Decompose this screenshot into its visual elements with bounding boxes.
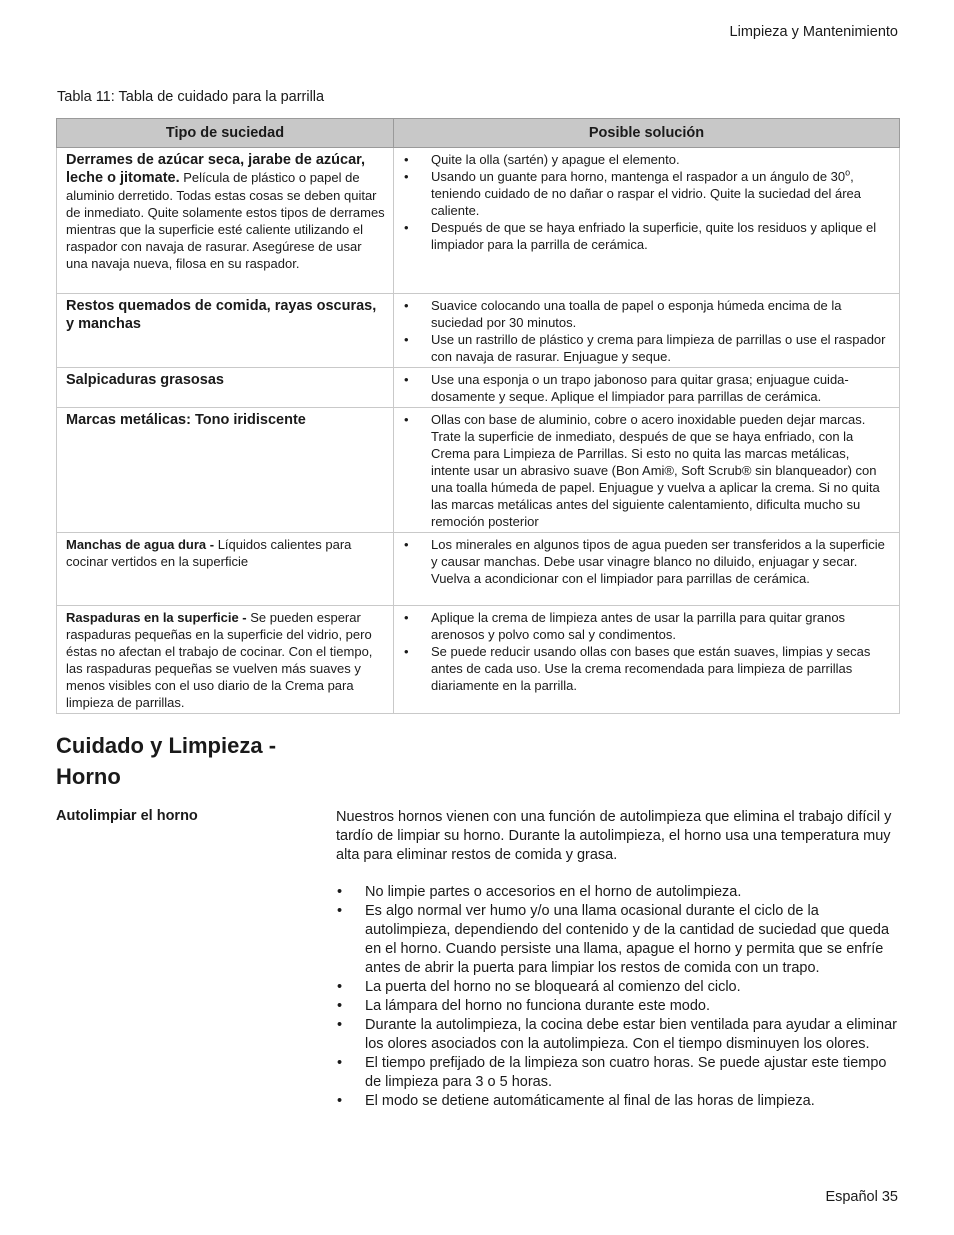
soil-type-description: Líquidos calientes para cocinar vertidos en la superficie — [66, 537, 352, 569]
column-header-type: Tipo de suciedad — [57, 119, 394, 148]
section-title: Cuidado y Limpieza - Horno — [56, 733, 277, 789]
running-header: Limpieza y Mantenimiento — [729, 24, 898, 40]
solution-cell — [394, 148, 900, 294]
table-row — [57, 408, 900, 533]
soil-type-name: Salpicaduras grasosas — [66, 372, 224, 388]
solution-text: Ollas con base de aluminio, cobre o acero inoxidable pueden dejar marcas. Trate la superficie de inmediato, después de que se haya enfriado, con la Crema para Limpieza de Parrillas. Si esto no quita las marcas metálicas, intente usar un abrasivo suave (Bon Ami®, Soft Scrub® sin blanqueador) con una toalla húmeda de papel. Enjuague y vuelva a aplicar la crema. Si no quita las marcas metálicas antes del siguiente calentamiento, dificulta mucho su remoción posterior — [431, 412, 880, 529]
care-table — [56, 118, 900, 714]
solution-item — [403, 411, 891, 530]
soil-type-cell — [57, 368, 394, 408]
solution-text: Aplique la crema de limpieza antes de usar la parrilla para quitar granos arenosos y polvo como sal y condimentos. — [431, 610, 846, 642]
list-item: • Durante la autolimpieza, la cocina debe estar bien ventilada para ayudar a eliminar los olores asociados con la autolimpieza. Con el tiempo disminuyen los olores. — [336, 1016, 902, 1054]
list-item: • La lámpara del horno no funciona durante este modo. — [336, 997, 902, 1016]
table-caption: Tabla 11: Tabla de cuidado para la parrilla — [57, 89, 325, 105]
solution-cell — [394, 408, 900, 533]
table-row — [57, 533, 900, 606]
list-item: • El modo se detiene automáticamente al final de las horas de limpieza. — [336, 1092, 902, 1111]
soil-type-name: Derrames de azúcar seca, jarabe de azúcar, leche o jitomate. — [66, 152, 366, 186]
subsection-title: Autolimpiar el horno — [56, 808, 198, 824]
table-row — [57, 606, 900, 714]
list-item: • La puerta del horno no se bloqueará al comienzo del ciclo. — [336, 978, 902, 997]
solution-cell — [394, 606, 900, 714]
soil-type-cell — [57, 606, 394, 714]
solution-text: Después de que se haya enfriado la superficie, quite los residuos y aplique el limpiador para la parrilla de cerámica. — [431, 220, 877, 252]
solution-text: Usando un guante para horno, mantenga el raspador a un ángulo de 30 — [431, 169, 846, 184]
soil-type-name: Restos quemados de comida, rayas oscuras, y manchas — [66, 298, 377, 332]
page-footer: Español 35 — [825, 1189, 898, 1205]
solution-item — [403, 609, 891, 643]
soil-type-name: Marcas metálicas: Tono iridiscente — [66, 412, 306, 428]
soil-type-cell — [57, 148, 394, 294]
solution-text: Suavice colocando una toalla de papel o esponja húmeda encima de la suciedad por 30 minutos. — [431, 298, 842, 330]
soil-type-name: Raspaduras en la superficie - — [66, 610, 247, 625]
solution-text: Quite la olla (sartén) y apague el elemento. — [431, 152, 680, 167]
soil-type-description: Se pueden esperar raspaduras pequeñas en la superficie del vidrio, pero éstas no afectan el trabajo de cocinar. Con el tiempo, las raspaduras pequeñas se vuelven más suaves y menos visibles con el uso diario de la Crema para limpieza de parrillas. — [66, 610, 373, 710]
intro-paragraph: Nuestros hornos vienen con una función de autolimpieza que elimina el trabajo difícil y tardío de limpiar su horno. Durante la autolimpieza, el horno usa una temperatura muy alta para eliminar restos de comida y grasa. — [336, 809, 892, 863]
self-clean-list — [336, 883, 902, 1111]
soil-type-cell — [57, 294, 394, 368]
soil-type-name: Manchas de agua dura - — [66, 537, 215, 552]
solution-item — [403, 643, 891, 694]
solution-cell — [394, 294, 900, 368]
solution-cell — [394, 368, 900, 408]
soil-type-description: Película de plástico o papel de aluminio derretido. Todas estas cosas se deben quitar de inmediato. Quite solamente estos tipos de derrames mientras que la superficie esté caliente utilizando el raspador con navaja de rasurar. Asegúrese de usar una navaja nueva, filosa en su raspador. — [66, 170, 385, 271]
table-row — [57, 368, 900, 408]
list-item: • El tiempo prefijado de la limpieza son cuatro horas. Se puede ajustar este tiempo de limpieza para 3 o 5 horas. — [336, 1054, 902, 1092]
solution-text: Use un rastrillo de plástico y crema para limpieza de parrillas o use el raspador con navaja de rasurar. Enjuague y seque. — [431, 332, 886, 364]
table-row — [57, 148, 900, 294]
table-header-row — [57, 119, 900, 148]
solution-text: Se puede reducir usando ollas con bases que están suaves, limpias y secas antes de cada uso. Use la crema recomendada para limpieza de parrillas diariamente en la parrilla. — [431, 644, 871, 693]
solution-text-continued: , teniendo cuidado de no dañar o raspar el vidrio. Quite la suciedad del área caliente. — [431, 169, 862, 218]
table-row — [57, 294, 900, 368]
solution-cell — [394, 533, 900, 606]
solution-item — [403, 151, 891, 168]
solution-item — [403, 536, 891, 587]
list-item: • No limpie partes o accesorios en el horno de autolimpieza. — [336, 883, 902, 902]
soil-type-cell — [57, 408, 394, 533]
solution-item — [403, 219, 891, 253]
column-header-solution: Posible solución — [394, 119, 900, 148]
solution-item — [403, 371, 891, 405]
soil-type-cell — [57, 533, 394, 606]
solution-item — [403, 297, 891, 331]
solution-item — [403, 331, 891, 365]
solution-item — [403, 168, 891, 219]
solution-text: Use una esponja o un trapo jabonoso para quitar grasa; enjuague cuidadosamente y seque. Aplique el limpiador para parrillas de cerámica. — [431, 372, 849, 404]
solution-text: Los minerales en algunos tipos de agua pueden ser transferidos a la superficie y causar manchas. Debe usar vinagre blanco no diluido, enjuagar y secar. Vuelva a acondicionar con el limpiador para parrillas de cerámica. — [431, 537, 885, 586]
list-item: • Es algo normal ver humo y/o una llama ocasional durante el ciclo de la autolimpieza, dependiendo del contenido y de la cantidad de suciedad que queda en el horno. Cuando persiste una llama, apague el horno y permita que se enfríe antes de abrir la puerta para limpiar los restos de comida con un trapo. — [336, 902, 902, 978]
degree-mark: o — [845, 167, 851, 178]
